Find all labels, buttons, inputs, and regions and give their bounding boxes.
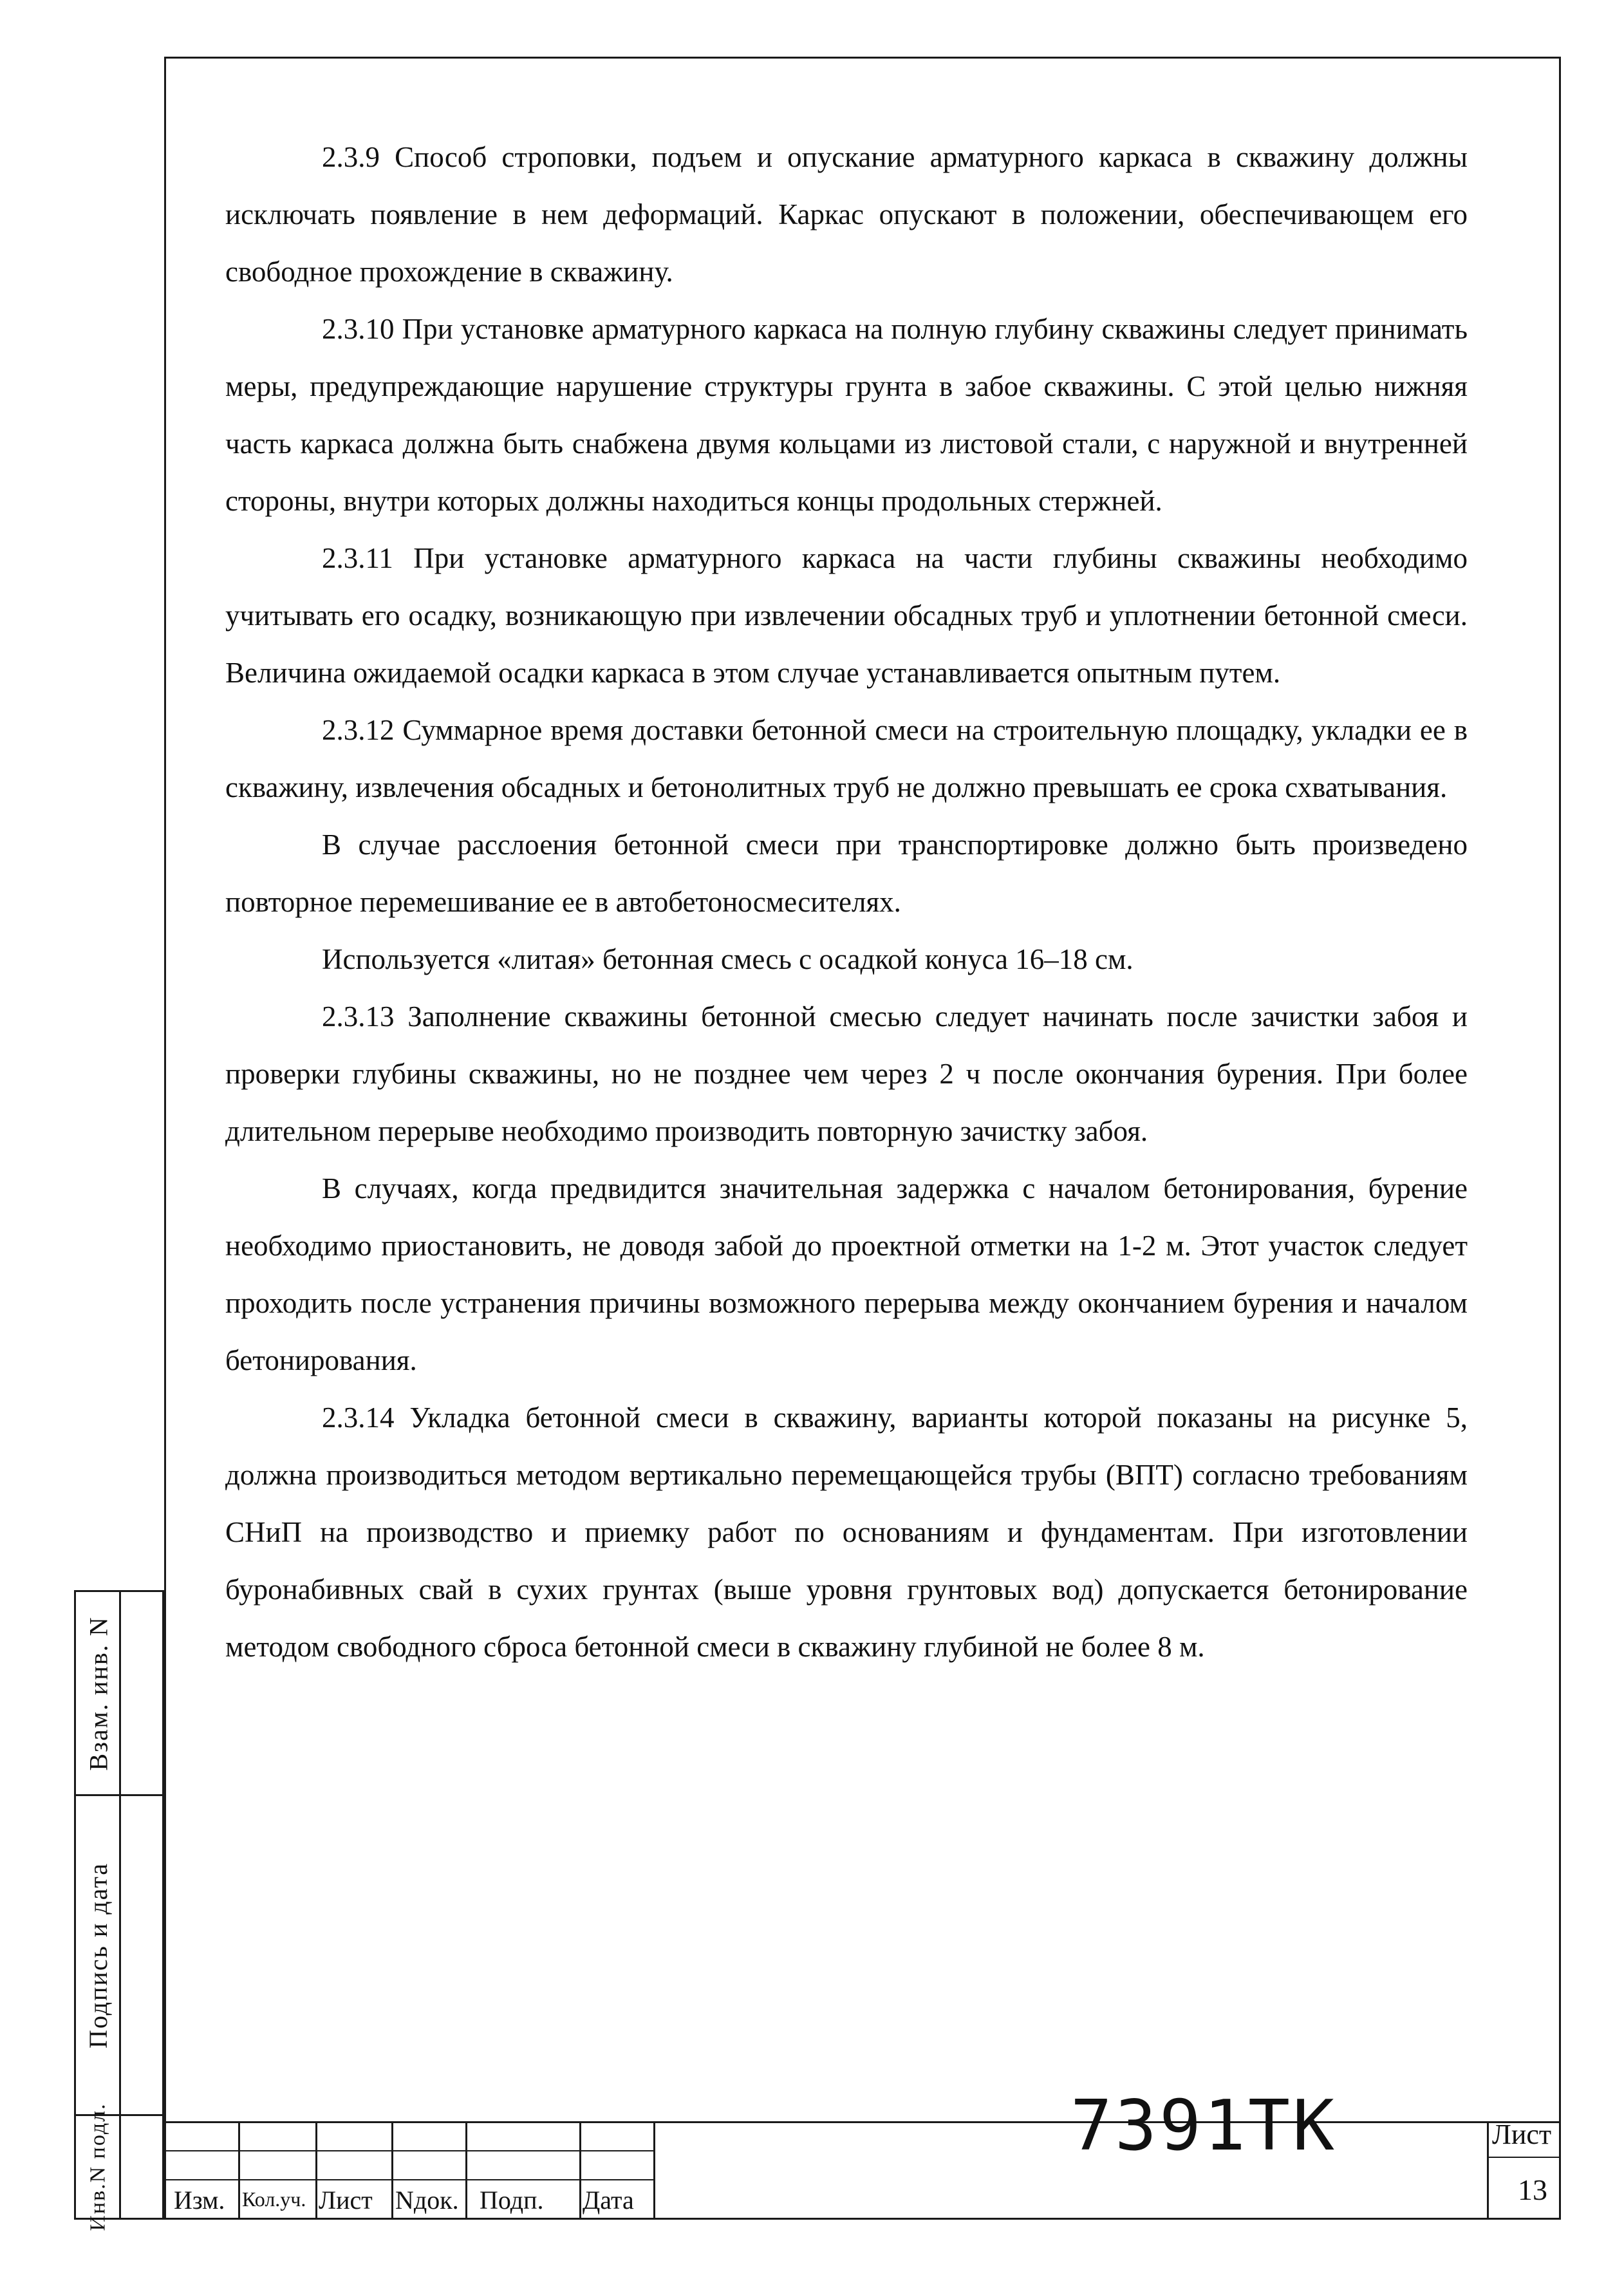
sheet-label: Лист	[1492, 2119, 1552, 2150]
document-code: 7391ТК	[1070, 2086, 1338, 2166]
paragraph-2-3-11: 2.3.11 При установке арматурного каркаса на части глубины скважины необходимо учитывать его осадку, возникающую при извлечении обсадных труб и уплотнении бетонной смеси. Величина ожидаемой осадки каркаса в этом случае устанавливается опытным путем.	[225, 542, 1468, 689]
paragraph-2-3-12: 2.3.12 Суммарное время доставки бетонной смеси на строительную площадку, укладки ее в скважину, извлечения обсадных и бетонолитных труб не должно превышать ее срока схватывания.	[225, 714, 1468, 803]
paragraph-mixing: В случае расслоения бетонной смеси при транспортировке должно быть произведено повторное перемешивание ее в автобетоносмесителях.	[225, 829, 1468, 918]
side-label-inv-orig: Инв.N подл.	[86, 2103, 110, 2231]
paragraph-2-3-13: 2.3.13 Заполнение скважины бетонной смесью следует начинать после зачистки забоя и проверки глубины скважины, но не позднее чем через 2 ч после окончания бурения. При более длительном перерыве необходимо производить повторную зачистку забоя.	[225, 1000, 1468, 1147]
side-strip-sign-date	[74, 1794, 164, 2116]
sheet-number: 13	[1518, 2173, 1547, 2206]
paragraph-cast-mix: Используется «литая» бетонная смесь с осадкой конуса 16–18 см.	[322, 943, 1134, 975]
paragraph-2-3-9: 2.3.9 Способ строповки, подъем и опускание арматурного каркаса в скважину должны исключать появление в нем деформаций. Каркас опускают в положении, обеспечивающем его свободное прохождение в скважину.	[225, 141, 1468, 288]
document-body	[225, 129, 1468, 1676]
side-strip-inv-replace	[74, 1590, 164, 1796]
column-list: Лист	[319, 2186, 373, 2215]
paragraph-delay: В случаях, когда предвидится значительная задержка с началом бетонирования, бурение необходимо приостановить, не доводя забой до проектной отметки на 1-2 м. Этот участок следует проходить после устранения причины возможного перерыва между окончанием бурения и началом бетонирования.	[225, 1172, 1468, 1376]
side-strip-inv-orig	[74, 2103, 164, 2231]
side-label-inv-replace: Взам. инв. N	[84, 1615, 113, 1771]
side-label-sign-date: Подпись и дата	[84, 1862, 113, 2048]
column-data: Дата	[583, 2186, 634, 2215]
paragraph-2-3-14: 2.3.14 Укладка бетонной смеси в скважину, варианты которой показаны на рисунке 5, должна производиться методом вертикально перемещающейся трубы (ВПТ) согласно требованиям СНиП на производство и приемку работ по основаниям и фундаментам. При изготовлении буронабивных свай в сухих грунтах (выше уровня грунтовых вод) допускается бетонирование методом свободного сброса бетонной смеси в скважину глубиной не более 8 м.	[225, 1401, 1468, 1663]
column-ndok: Nдок.	[395, 2186, 459, 2215]
column-podp: Подп.	[480, 2186, 544, 2215]
column-kol-uch: Кол.уч.	[242, 2188, 306, 2211]
paragraph-2-3-10: 2.3.10 При установке арматурного каркаса на полную глубину скважины следует принимать меры, предупреждающие нарушение структуры грунта в забое скважины. С этой целью нижняя часть каркаса должна быть снабжена двумя кольцами из листовой стали, с наружной и внутренней стороны, внутри которых должны находиться концы продольных стержней.	[225, 313, 1468, 517]
column-izm: Изм.	[174, 2186, 225, 2215]
